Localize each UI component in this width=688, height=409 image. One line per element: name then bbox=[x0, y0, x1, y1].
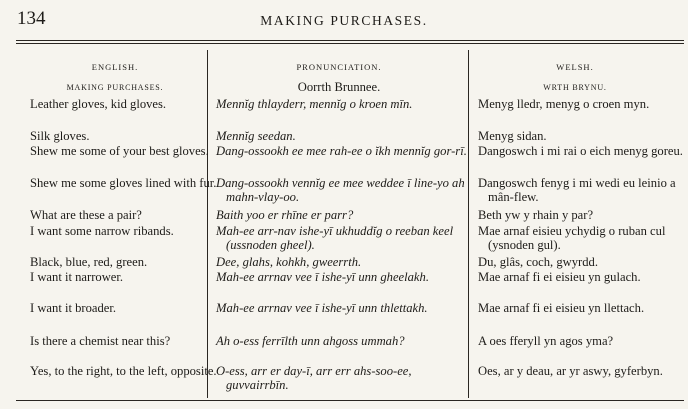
welsh-cell: Oes, ar y deau, ar yr aswy, gyferbyn. bbox=[478, 364, 663, 378]
welsh-subheader: WRTH BRYNU. bbox=[543, 83, 607, 92]
english-cell: Shew me some gloves lined with fur. bbox=[30, 176, 217, 190]
page-number: 134 bbox=[17, 8, 46, 29]
footer-rule bbox=[16, 400, 684, 401]
welsh-cell: Menyg sidan. bbox=[478, 129, 547, 143]
welsh-cell: Du, glâs, coch, gwyrdd. bbox=[478, 255, 598, 269]
english-cell: I want it narrower. bbox=[30, 270, 124, 284]
pronunciation-cell: Mah-ee arr-nav ishe-yī ukhuddĭg o reeban keel (ussnoden gheel). bbox=[216, 224, 454, 253]
welsh-header: WELSH. bbox=[556, 62, 594, 72]
welsh-cell: A oes fferyll yn agos yma? bbox=[478, 334, 614, 348]
english-cell: Silk gloves. bbox=[30, 129, 90, 143]
welsh-cell: Mae arnaf fi ei eisieu yn llettach. bbox=[478, 301, 645, 315]
welsh-cell: Beth yw y rhain y par? bbox=[478, 208, 594, 222]
pronunciation-subheader: Oorrth Brunnee. bbox=[297, 80, 381, 94]
english-cell: Is there a chemist near this? bbox=[30, 334, 171, 348]
pronunciation-cell: Dang-ossookh vennĭg ee mee weddee ī line-yo ah mahn-vlay-oo. bbox=[216, 176, 465, 205]
welsh-cell: Dangoswch i mi rai o eich menyg goreu. bbox=[478, 144, 683, 158]
welsh-cell: Mae arnaf eisieu ychydig o ruban cul (ysnoden gul). bbox=[478, 224, 666, 253]
header-rule-under bbox=[16, 43, 684, 44]
english-cell: What are these a pair? bbox=[30, 208, 142, 222]
pronunciation-header: PRONUNCIATION. bbox=[296, 62, 382, 72]
welsh-cell: Menyg lledr, menyg o croen myn. bbox=[478, 97, 650, 111]
running-head: MAKING PURCHASES. bbox=[260, 13, 428, 28]
english-cell: Black, blue, red, green. bbox=[30, 255, 148, 269]
pronunciation-cell: Mah-ee arrnav vee ī ishe-yī unn gheelakh. bbox=[216, 270, 429, 284]
english-cell: Leather gloves, kid gloves. bbox=[30, 97, 167, 111]
english-cell: I want some narrow ribands. bbox=[30, 224, 174, 238]
pronunciation-cell: Dang-ossookh ee mee rah-ee o ĭkh mennĭg gor-rī. bbox=[216, 144, 467, 158]
pronunciation-cell: Mah-ee arrnav vee ī ishe-yī unn thlettakh. bbox=[216, 301, 428, 315]
english-cell: I want it broader. bbox=[30, 301, 117, 315]
header-rule bbox=[16, 40, 684, 41]
pronunciation-cell: Mennĭg seedan. bbox=[216, 129, 296, 143]
pronunciation-cell: Mennĭg thlayderr, mennĭg o kroen mīn. bbox=[216, 97, 413, 111]
english-subheader: MAKING PURCHASES. bbox=[66, 83, 164, 92]
pronunciation-cell: Dee, glahs, kohkh, gweerrth. bbox=[216, 255, 362, 269]
english-header: ENGLISH. bbox=[91, 62, 139, 72]
pronunciation-cell: Baith yoo er rhīne er parr? bbox=[216, 208, 354, 222]
welsh-cell: Mae arnaf fi ei eisieu yn gulach. bbox=[478, 270, 641, 284]
english-cell: Yes, to the right, to the left, opposite. bbox=[30, 364, 217, 378]
pronunciation-cell: O-ess, arr er day-ī, arr err ahs-soo-ee, guvvairrbīn. bbox=[216, 364, 412, 393]
welsh-cell: Dangoswch fenyg i mi wedi eu leinio a mân-flew. bbox=[478, 176, 676, 205]
pronunciation-cell: Ah o-ess ferrīlth unn ahgoss ummah? bbox=[216, 334, 405, 348]
english-cell: Shew me some of your best gloves. bbox=[30, 144, 209, 158]
